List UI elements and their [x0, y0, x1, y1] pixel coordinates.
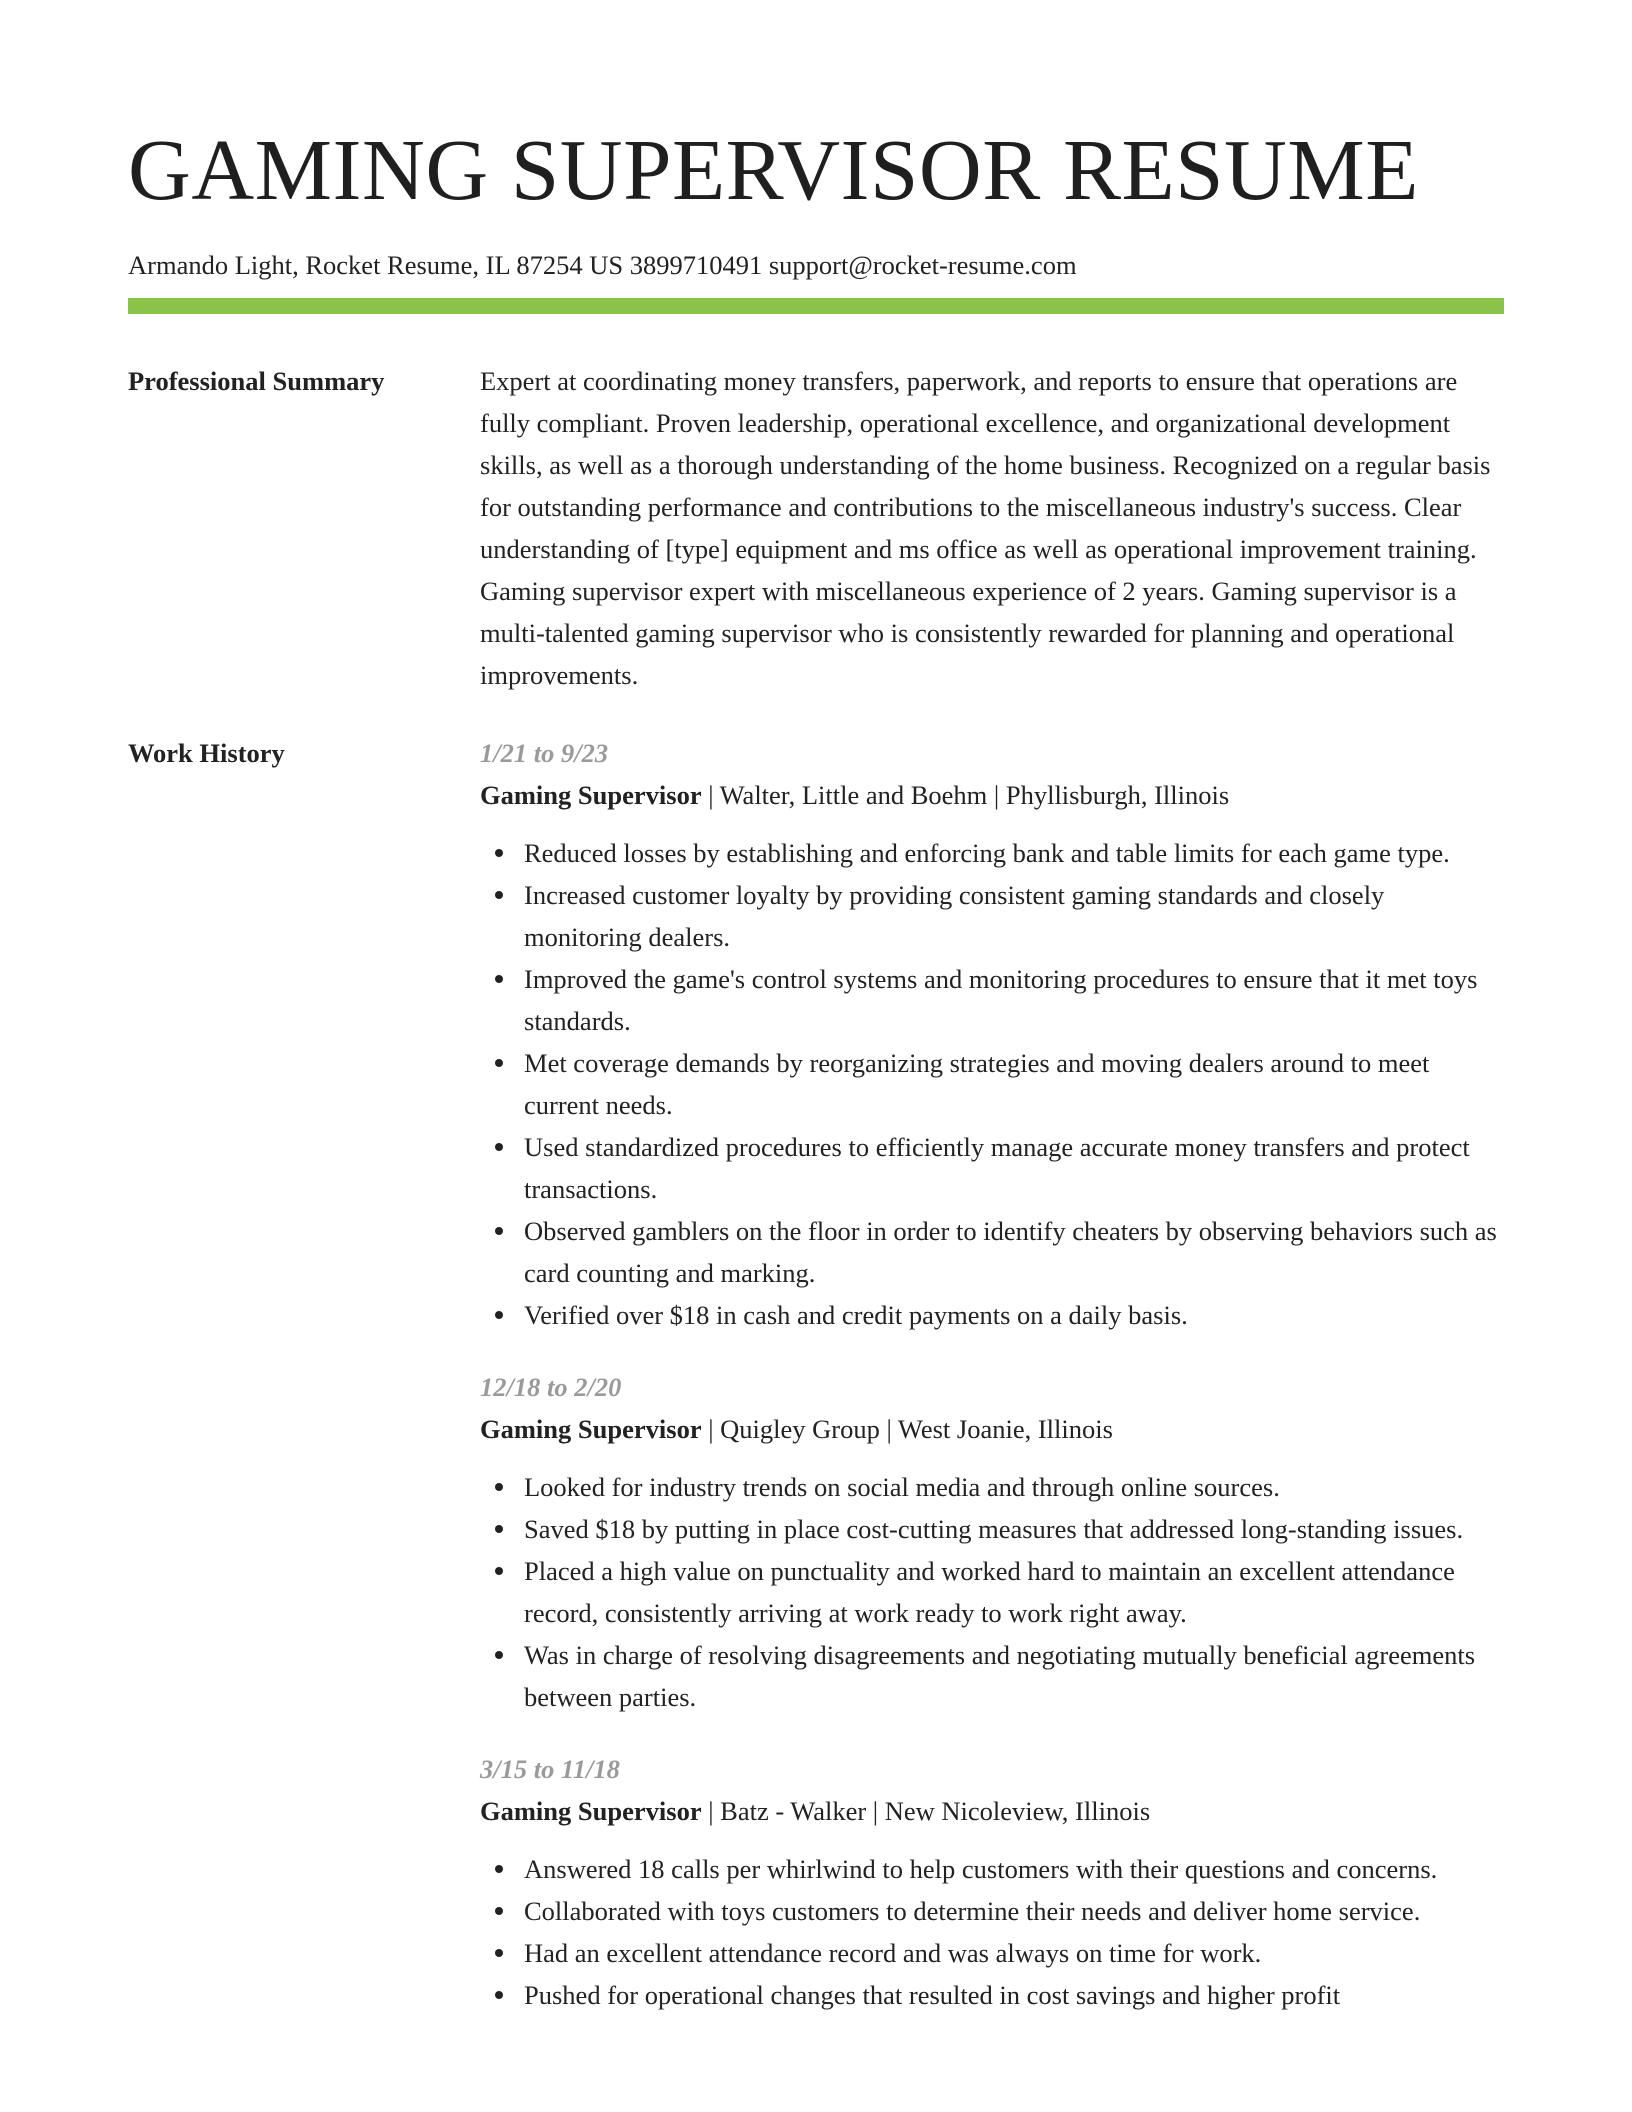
job-bullet: Saved $18 by putting in place cost-cutting measures that addressed long-standing issues. [524, 1508, 1504, 1550]
professional-summary-section [128, 360, 1504, 696]
job-entry [480, 732, 1504, 1336]
job-bullet: Looked for industry trends on social media and through online sources. [524, 1466, 1504, 1508]
resume-page [128, 0, 1504, 2046]
job-bullet-list [480, 832, 1504, 1336]
job-bullet: Observed gamblers on the floor in order to identify cheaters by observing behaviors such as card counting and marking. [524, 1210, 1504, 1294]
job-bullet-list [480, 1466, 1504, 1718]
job-bullet: Used standardized procedures to efficiently manage accurate money transfers and protect transactions. [524, 1126, 1504, 1210]
job-bullet: Reduced losses by establishing and enforcing bank and table limits for each game type. [524, 832, 1504, 874]
job-title: Gaming Supervisor [480, 780, 702, 810]
job-bullet: Answered 18 calls per whirlwind to help customers with their questions and concerns. [524, 1848, 1504, 1890]
job-bullet: Was in charge of resolving disagreements and negotiating mutually beneficial agreements between parties. [524, 1634, 1504, 1718]
job-dates: 1/21 to 9/23 [480, 738, 609, 768]
job-heading [480, 1408, 1504, 1450]
job-bullet: Met coverage demands by reorganizing strategies and moving dealers around to meet current needs. [524, 1042, 1504, 1126]
job-bullet: Verified over $18 in cash and credit payments on a daily basis. [524, 1294, 1504, 1336]
job-bullet: Collaborated with toys customers to determine their needs and deliver home service. [524, 1890, 1504, 1932]
job-bullet: Pushed for operational changes that resulted in cost savings and higher profit [524, 1974, 1504, 2016]
work-history-section [128, 732, 1504, 2046]
job-employer-location: | Quigley Group | West Joanie, Illinois [701, 1414, 1113, 1444]
job-title: Gaming Supervisor [480, 1796, 702, 1826]
job-bullet: Improved the game's control systems and monitoring procedures to ensure that it met toys standards. [524, 958, 1504, 1042]
job-list [480, 732, 1504, 2046]
job-title: Gaming Supervisor [480, 1414, 702, 1444]
contact-line: Armando Light, Rocket Resume, IL 87254 US 3899710491 support@rocket-resume.com [128, 250, 1077, 280]
job-heading [480, 774, 1504, 816]
page-title: GAMING SUPERVISOR RESUME [128, 121, 1419, 218]
job-employer-location: | Walter, Little and Boehm | Phyllisburgh, Illinois [701, 780, 1230, 810]
job-bullet-list [480, 1848, 1504, 2016]
job-heading [480, 1790, 1504, 1832]
job-bullet: Increased customer loyalty by providing consistent gaming standards and closely monitoring dealers. [524, 874, 1504, 958]
job-entry [480, 1366, 1504, 1718]
accent-divider [128, 298, 1504, 314]
job-dates: 12/18 to 2/20 [480, 1372, 622, 1402]
summary-text: Expert at coordinating money transfers, paperwork, and reports to ensure that operations are fully compliant. Proven leadership, operational excellence, and organizational development skills, as well as a thorough understanding of the home business. Recognized on a regular basis for outstanding performance and contributions to the miscellaneous industry's success. Clear understanding of [type] equipment and ms office as well as operational improvement training. Gaming supervisor expert with miscellaneous experience of 2 years. Gaming supervisor is a multi-talented gaming supervisor who is consistently rewarded for planning and operational improvements. [480, 366, 1491, 690]
job-employer-location: | Batz - Walker | New Nicoleview, Illinois [701, 1796, 1151, 1826]
section-label-work: Work History [128, 738, 285, 768]
job-bullet: Placed a high value on punctuality and worked hard to maintain an excellent attendance record, consistently arriving at work ready to work right away. [524, 1550, 1504, 1634]
section-body-summary [480, 360, 1504, 696]
job-bullet: Had an excellent attendance record and was always on time for work. [524, 1932, 1504, 1974]
job-dates: 3/15 to 11/18 [480, 1754, 620, 1784]
job-entry [480, 1748, 1504, 2016]
section-label-summary: Professional Summary [128, 366, 385, 396]
